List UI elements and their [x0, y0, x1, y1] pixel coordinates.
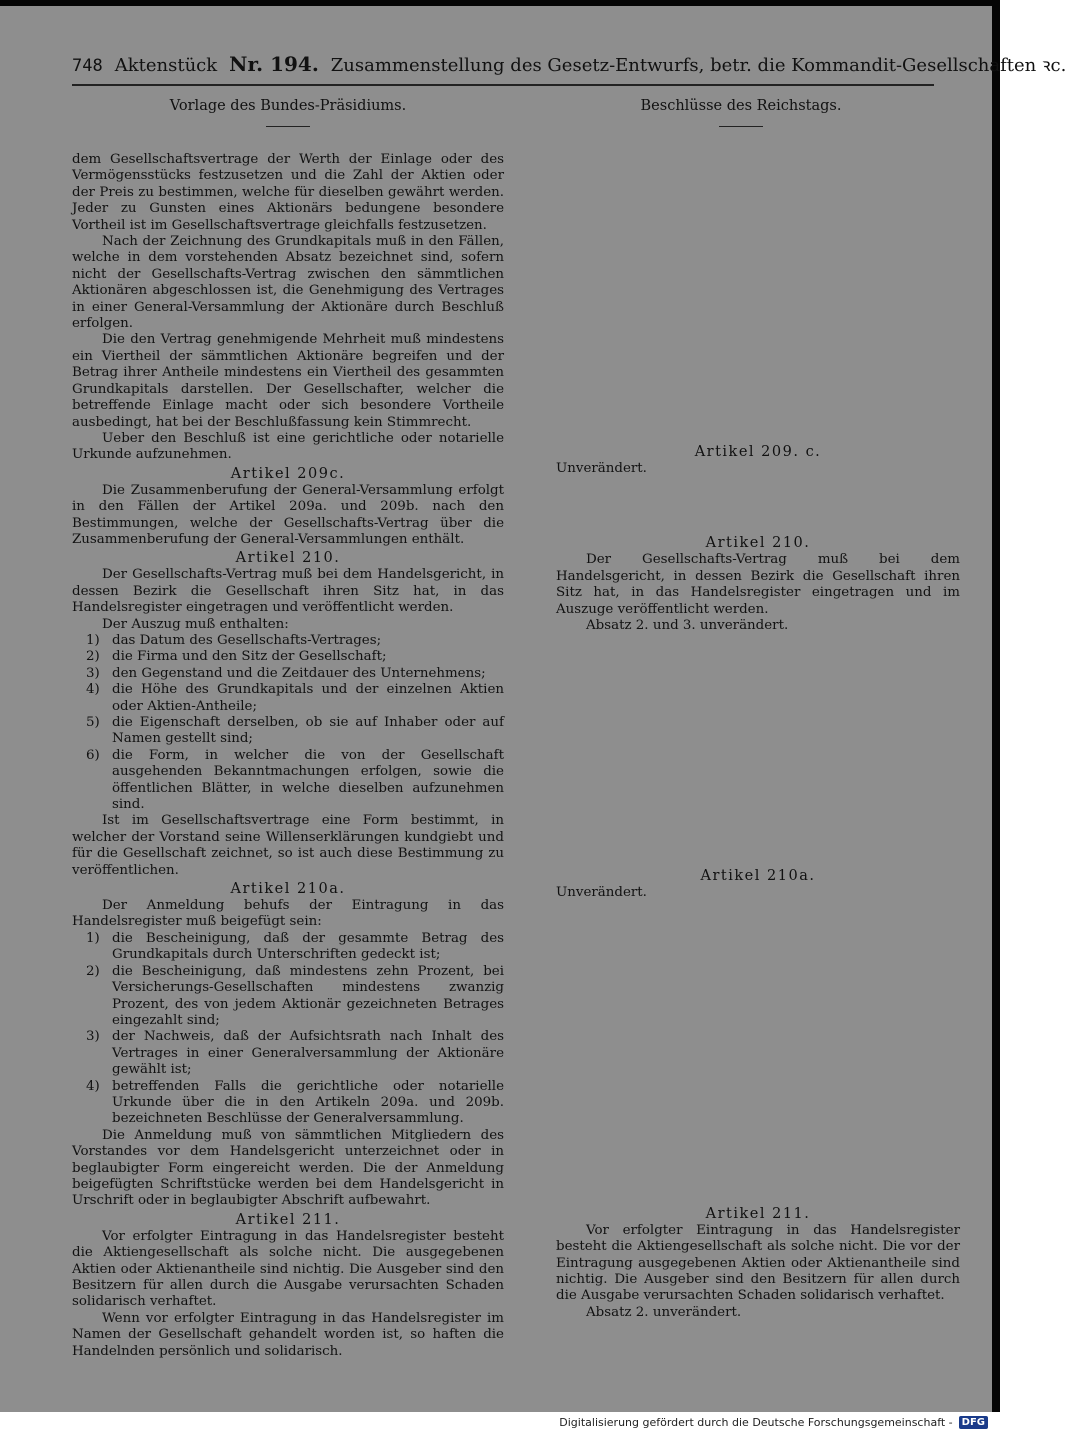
dfg-logo-icon: DFG — [959, 1416, 988, 1429]
item-number: 2) — [86, 649, 100, 665]
paragraph: Der Gesellschafts-Vertrag muß bei dem Handelsgericht, in dessen Bezirk die Gesellschaft ihren Sitz hat, in das Handelsregister eingetragen und im Auszuge veröffentlicht werden. — [556, 552, 960, 617]
paragraph: Absatz 2. unverändert. — [586, 1304, 742, 1320]
item-text: die Höhe des Grundkapitals und der einzelnen Aktien oder Aktien-Antheile; — [112, 682, 504, 714]
left-heading-text: Vorlage des Bundes-Präsidiums. — [169, 98, 407, 114]
footer-credit: Digitalisierung gefördert durch die Deutsche Forschungsgemeinschaft - — [559, 1415, 953, 1429]
list-item — [86, 1078, 504, 1128]
item-number: 6) — [86, 747, 100, 763]
paragraph: Nach der Zeichnung des Grundkapitals muß in den Fällen, welche in dem vorstehenden Absatz bezeichnet sind, sofern nicht der Gesellschafts-Vertrag zwischen den sämmtlichen Aktionären abgeschlossen ist, die Genehmigung des Vertrages in einer General-Versammlung der Aktionäre durch Beschluß erfolgen. — [72, 234, 504, 332]
right-heading-rule — [719, 126, 763, 127]
item-number: 3) — [86, 1029, 100, 1045]
list-item — [86, 930, 504, 964]
article-title: Artikel 210a. — [230, 881, 346, 898]
article-title: Artikel 211. — [235, 1211, 341, 1228]
paragraph: Absatz 2. und 3. unverändert. — [586, 618, 789, 634]
list-item — [86, 665, 504, 682]
left-heading-rule — [266, 126, 310, 127]
right-heading-text: Beschlüsse des Reichstags. — [640, 98, 842, 114]
paragraph: Ueber den Beschluß ist eine gerichtliche oder notarielle Urkunde aufzunehmen. — [72, 430, 504, 463]
article-title: Artikel 210. — [235, 550, 341, 567]
item-number: 1) — [86, 632, 100, 648]
doc-label: Aktenstück — [114, 55, 218, 76]
item-number: 5) — [86, 715, 100, 730]
list-item — [86, 963, 504, 1030]
list-item — [86, 649, 504, 665]
paragraph: Die Zusammenberufung der General-Versammlung erfolgt in den Fällen der Artikel 209a. und 209b. nach den Bestimmungen, welche der Gesellschafts-Vertrag über die Zusammenberufung der General-Versammlungen enthält. — [72, 482, 504, 547]
item-text: die Bescheinigung, daß der gesammte Betrag des Grundkapitals durch Unterschriften gedeckt ist; — [112, 930, 504, 963]
item-text: betreffenden Falls die gerichtliche oder notarielle Urkunde über die in den Artikeln 209a. und 209b. bezeichneten Beschlüsse der Generalversammlung. — [112, 1078, 504, 1127]
paragraph: Der Auszug muß enthalten: — [102, 616, 289, 632]
item-number: 2) — [86, 963, 100, 979]
article-title: Artikel 209c. — [230, 465, 346, 482]
item-number: 4) — [86, 682, 100, 698]
paragraph: Vor erfolgter Eintragung in das Handelsregister besteht die Aktiengesellschaft als solche nicht. Die vor der Eintragung ausgegebenen Aktien oder Aktienantheile sind nichtig. Die Ausgeber sind den Besitzern für allen durch die Ausgabe verursachten Schaden solidarisch verhaftet. — [556, 1222, 960, 1304]
item-text: die Form, in welcher die von der Gesellschaft ausgehenden Bekanntmachungen erfolgen, sowie die öffentlichen Blätter, in welche dieselben aufzunehmen sind. — [112, 747, 504, 813]
left-column-heading — [72, 98, 504, 127]
paragraph: Unverändert. — [556, 885, 647, 901]
left-column — [72, 152, 504, 1360]
paragraph: Unverändert. — [556, 461, 647, 476]
paragraph: Die den Vertrag genehmigende Mehrheit muß mindestens ein Viertheil der sämmtlichen Aktionäre begreifen und der Betrag ihrer Antheile mindestens ein Viertheil des gesammten Grundkapitals darstellen. Der Gesellschafter, welcher die betreffende Einlage macht oder sich besondere Vortheile ausbedingt, hat bei der Beschlußfassung kein Stimmrecht. — [72, 332, 504, 430]
paragraph: Die Anmeldung muß von sämmtlichen Mitgliedern des Vorstandes vor dem Handelsgericht unterzeichnet oder in beglaubigter Form eingereicht werden. Die der Anmeldung beigefügten Schriftstücke werden bei dem Handelsgericht in Urschrift oder in beglaubigter Abschrift aufbewahrt. — [72, 1127, 504, 1209]
item-number: 4) — [86, 1078, 100, 1094]
scan-border-right — [992, 0, 1000, 1412]
page-number: 748 — [72, 56, 103, 76]
paragraph: Ist im Gesellschaftsvertrage eine Form bestimmt, in welcher der Vorstand seine Willenserklärungen kundgiebt und für die Gesellschaft zeichnet, so ist auch diese Bestimmung zu veröffentlichen. — [72, 813, 504, 878]
item-text: die Bescheinigung, daß mindestens zehn Prozent, bei Versicherungs-Gesellschaften mindestens zwanzig Prozent, des von jedem Aktionär gezeichneten Betrages eingezahlt sind; — [112, 963, 504, 1028]
item-number: 1) — [86, 930, 100, 946]
article-title: Artikel 211. — [705, 1205, 811, 1222]
paragraph: Der Gesellschafts-Vertrag muß bei dem Handelsgericht, in dessen Bezirk die Gesellschaft ihren Sitz hat, in das Handelsregister eingetragen und veröffentlicht werden. — [72, 567, 504, 616]
digitization-footer — [0, 1412, 1000, 1432]
list-item — [86, 715, 504, 748]
spacer — [556, 634, 960, 866]
paragraph: Wenn vor erfolgter Eintragung in das Handelsregister im Namen der Gesellschaft gehandelt worden ist, so haften die Handelnden persönlich und solidarisch. — [72, 1310, 504, 1359]
item-text: die Firma und den Sitz der Gesellschaft; — [112, 649, 387, 665]
doc-number: Nr. 194. — [229, 52, 319, 76]
item-text: die Eigenschaft derselben, ob sie auf Inhaber oder auf Namen gestellt sind; — [112, 715, 504, 747]
list-item — [86, 1029, 504, 1078]
right-column — [556, 152, 960, 1321]
spacer — [556, 152, 960, 442]
item-number: 3) — [86, 665, 100, 681]
list-item — [86, 682, 504, 715]
list-item — [86, 632, 504, 649]
paragraph: Vor erfolgter Eintragung in das Handelsregister besteht die Aktiengesellschaft als solche nicht. Die ausgegebenen Aktien oder Aktienantheile sind nichtig. Die Ausgeber sind den Besitzern für allen durch die Ausgabe verursachten Schaden solidarisch verhaftet. — [72, 1228, 504, 1310]
spacer — [556, 902, 960, 1204]
scan-border-top — [0, 0, 1000, 6]
article-title: Artikel 209. c. — [694, 444, 822, 460]
paragraph: dem Gesellschaftsvertrage der Werth der Einlage oder des Vermögensstücks festzusetzen und die Zahl der Aktien oder der Preis zu bestimmen, welche für dieselben gewährt werden. Jeder zu Gunsten eines Aktionärs bedungene besondere Vortheil ist im Gesellschaftsvertrage gleichfalls festzusetzen. — [72, 152, 504, 233]
item-text: den Gegenstand und die Zeitdauer des Unternehmens; — [112, 665, 486, 681]
right-column-heading — [556, 98, 926, 127]
numbered-list — [72, 931, 504, 1128]
numbered-list — [72, 633, 504, 813]
article-title: Artikel 210a. — [700, 868, 816, 885]
spacer — [556, 477, 960, 533]
item-text: der Nachweis, daß der Aufsichtsrath nach Inhalt des Vertrages in einer Generalversammlung der Aktionäre gewählt ist; — [112, 1029, 504, 1078]
doc-title: Zusammenstellung des Gesetz-Entwurfs, betr. die Kommandit-Gesellschaften ꝛc. — [330, 55, 1066, 76]
page-header — [72, 52, 1066, 86]
paragraph: Der Anmeldung behufs der Eintragung in das Handelsregister muß beigefügt sein: — [72, 898, 504, 930]
article-title: Artikel 210. — [705, 535, 811, 552]
list-item — [86, 747, 504, 814]
item-text: das Datum des Gesellschafts-Vertrages; — [112, 632, 382, 648]
